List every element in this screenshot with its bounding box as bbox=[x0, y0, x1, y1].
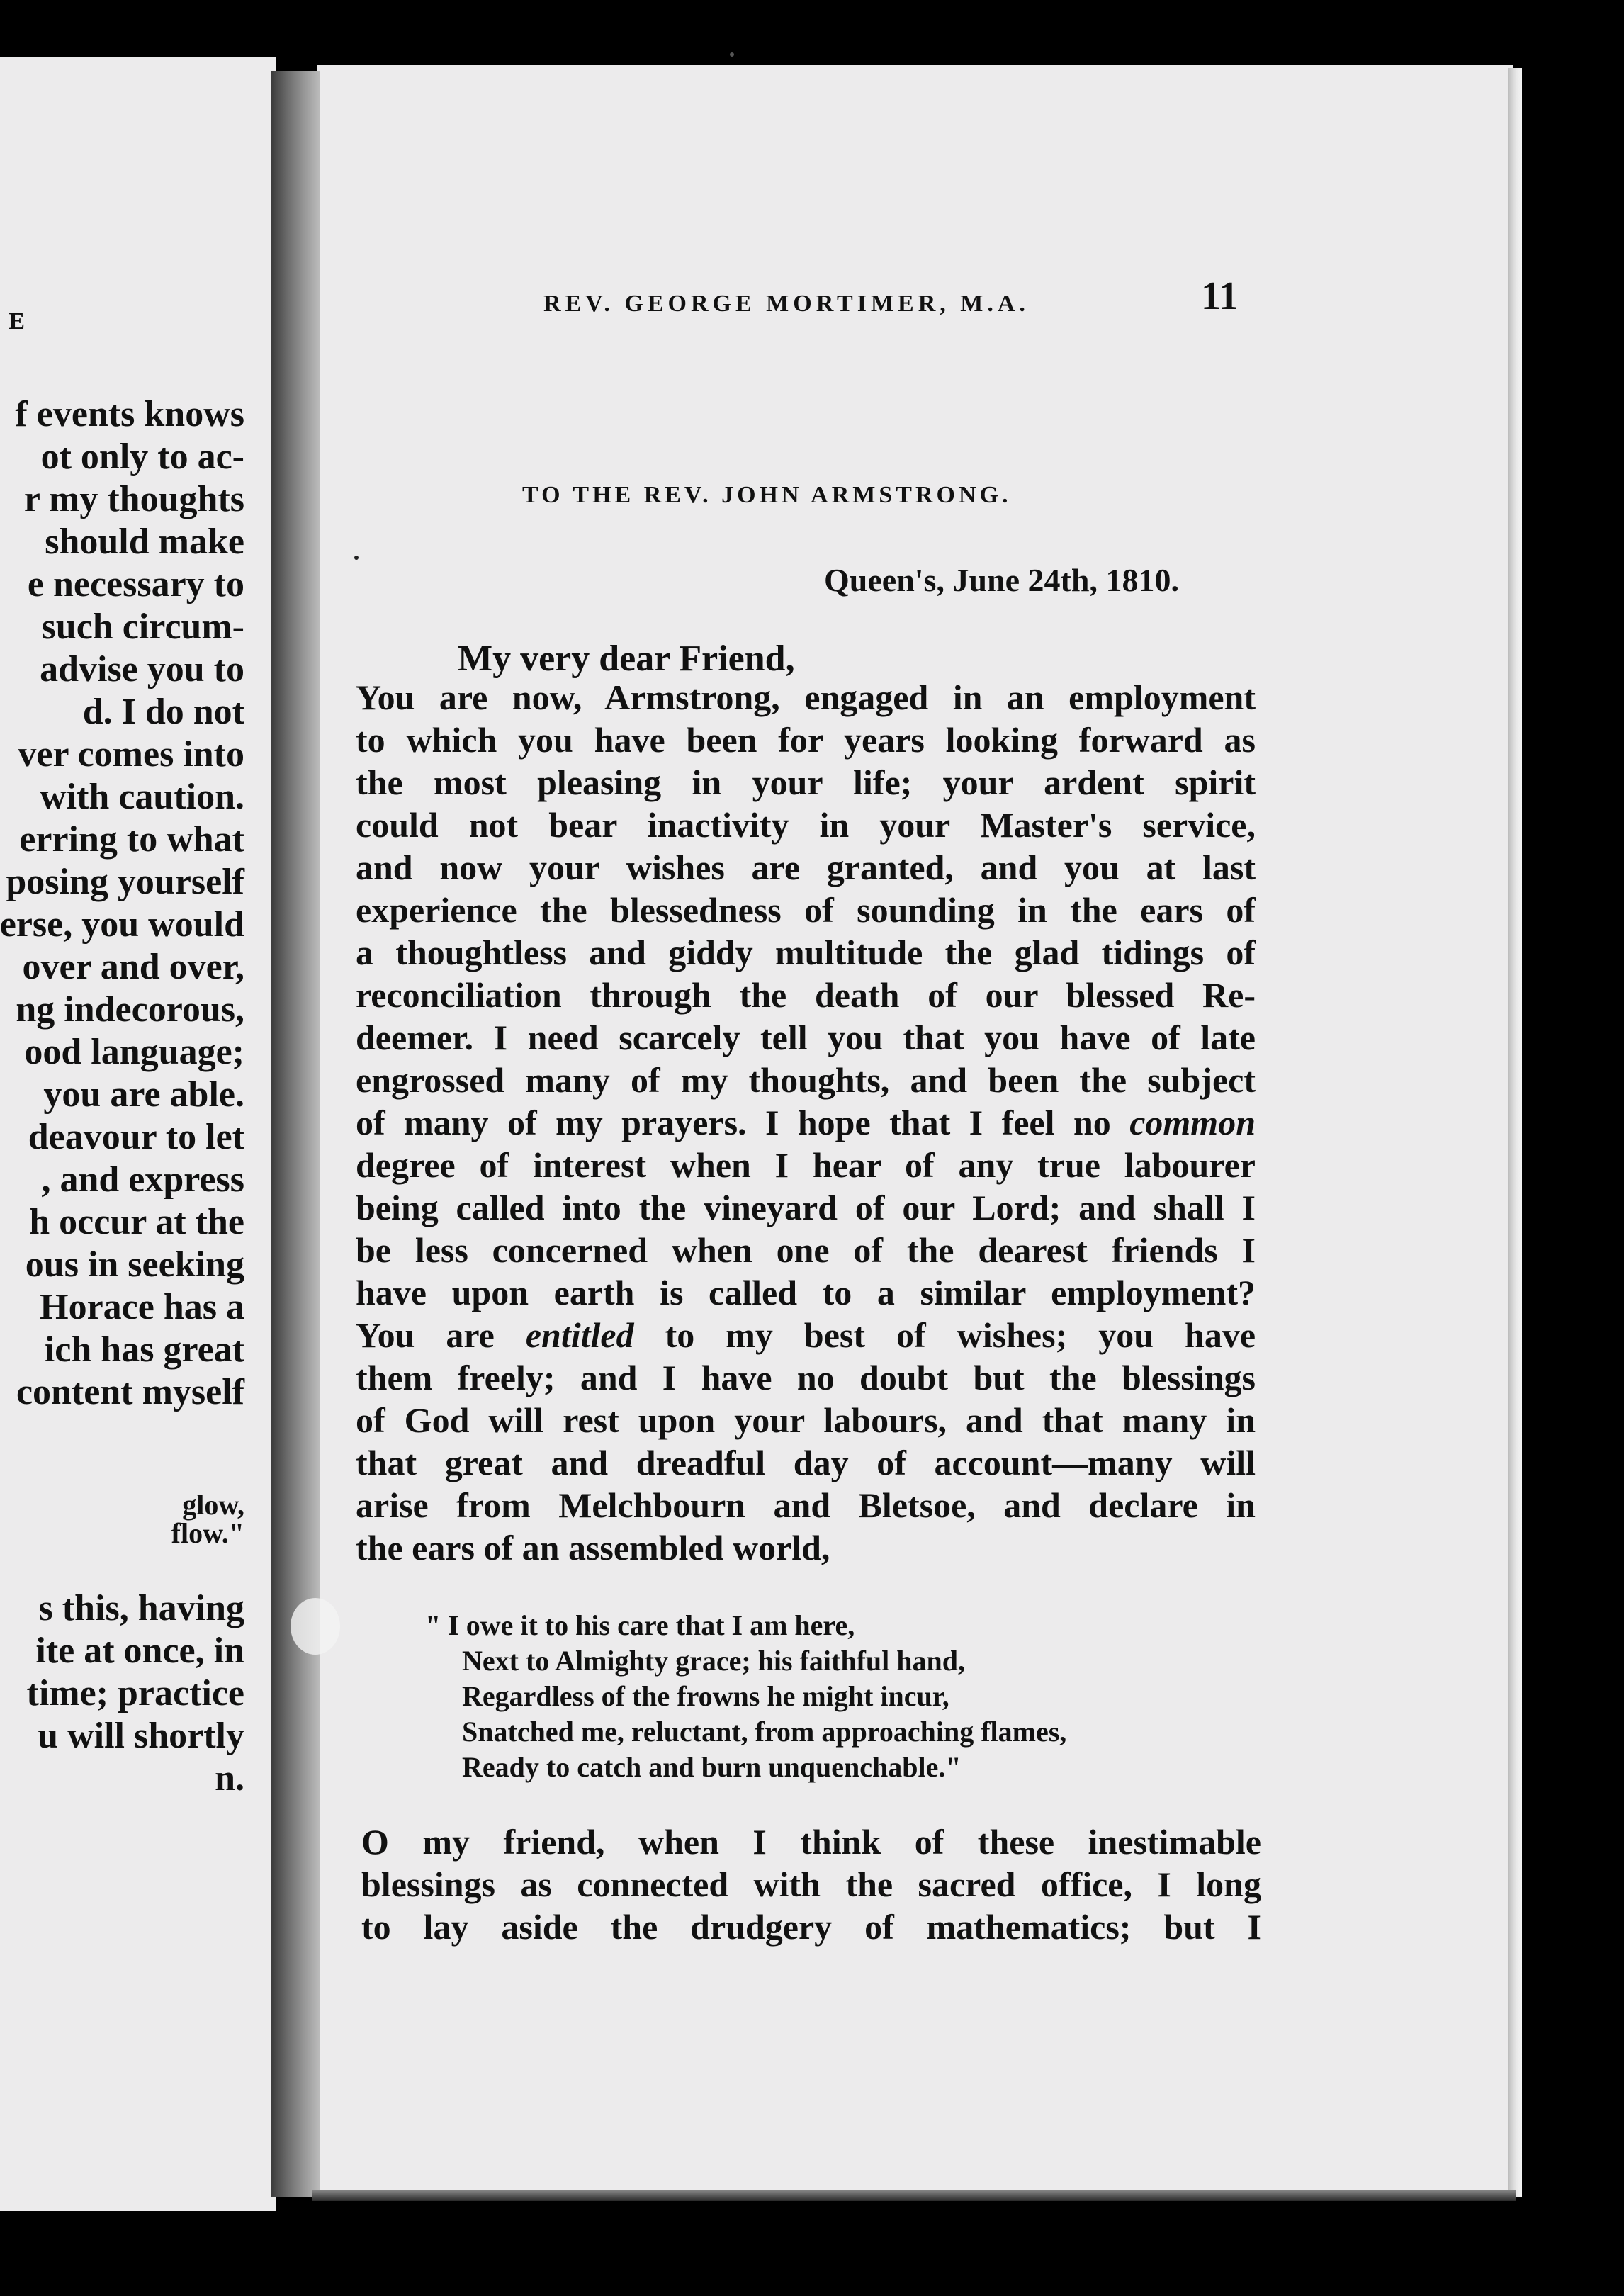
body-line: the ears of an assembled world, bbox=[356, 1528, 830, 1568]
body-line: O my friend, when I think of these inestimable bbox=[361, 1822, 1261, 1862]
body-line: and now your wishes are granted, and you at last bbox=[356, 848, 1256, 887]
left-page-line: ite at once, in bbox=[35, 1631, 244, 1671]
body-line: to which you have been for years looking forward as bbox=[356, 720, 1256, 760]
left-page-line: glow, bbox=[182, 1489, 244, 1521]
body-line: reconciliation through the death of our blessed Re- bbox=[356, 975, 1256, 1015]
body-line: of God will rest upon your labours, and that many in bbox=[356, 1400, 1256, 1440]
italic-word: entitled bbox=[525, 1315, 634, 1355]
body-line-text: to my best of wishes; you have bbox=[665, 1315, 1256, 1355]
left-page bbox=[0, 57, 276, 2211]
body-line: have upon earth is called to a similar employment? bbox=[356, 1273, 1256, 1312]
left-page-line: , and express bbox=[41, 1159, 244, 1200]
body-line: that great and dreadful day of account—many will bbox=[356, 1443, 1256, 1482]
body-line: a thoughtless and giddy multitude the glad tidings of bbox=[356, 933, 1256, 972]
quote-line: " I owe it to his care that I am here, bbox=[425, 1609, 855, 1641]
body-line: experience the blessedness of sounding in the ears of bbox=[356, 890, 1256, 930]
left-page-line: deavour to let bbox=[28, 1117, 244, 1157]
left-page-line: with caution. bbox=[40, 777, 244, 817]
left-page-line: n. bbox=[215, 1758, 244, 1799]
left-page-line: r my thoughts bbox=[23, 479, 244, 519]
left-page-line: ot only to ac- bbox=[40, 437, 244, 477]
body-line: be less concerned when one of the dearest friends I bbox=[356, 1230, 1256, 1270]
body-line: engrossed many of my thoughts, and been the subject bbox=[356, 1060, 1256, 1100]
running-head: REV. GEORGE MORTIMER, M.A. bbox=[543, 291, 1030, 317]
left-page-line: such circum- bbox=[41, 607, 244, 647]
left-page-line: Horace has a bbox=[40, 1287, 244, 1327]
left-page-line: ich has great bbox=[44, 1329, 244, 1370]
body-line: being called into the vineyard of our Lord; and shall I bbox=[356, 1188, 1256, 1227]
page-edge bbox=[1508, 68, 1522, 2197]
book-gutter bbox=[271, 71, 320, 2197]
left-page-line: over and over, bbox=[22, 947, 244, 987]
left-page-line: f events knows bbox=[15, 394, 244, 434]
body-line: You are now, Armstrong, engaged in an employment bbox=[356, 677, 1256, 717]
quote-line: Regardless of the frowns he might incur, bbox=[462, 1680, 949, 1712]
left-page-line: erring to what bbox=[19, 819, 244, 860]
left-page-line: posing yourself bbox=[6, 862, 244, 902]
body-line: blessings as connected with the sacred office, I long bbox=[361, 1864, 1261, 1904]
left-page-line: ous in seeking bbox=[25, 1244, 244, 1285]
left-page-line: e necessary to bbox=[27, 564, 244, 604]
left-page-text bbox=[0, 57, 244, 2211]
body-line bbox=[356, 1315, 1256, 1356]
quote-line: Snatched me, reluctant, from approaching flames, bbox=[462, 1716, 1067, 1748]
left-page-line: ver comes into bbox=[18, 734, 244, 775]
dateline: Queen's, June 24th, 1810. bbox=[824, 562, 1179, 598]
body-line: arise from Melchbourn and Bletsoe, and declare in bbox=[356, 1485, 1256, 1525]
page-bottom-shadow bbox=[312, 2190, 1516, 2201]
ink-speck bbox=[730, 52, 734, 57]
left-page-line: ood language; bbox=[24, 1032, 244, 1072]
body-line: could not bear inactivity in your Master's service, bbox=[356, 805, 1256, 845]
quote-line: Next to Almighty grace; his faithful hand, bbox=[462, 1645, 965, 1677]
left-page-line: ng indecorous, bbox=[16, 989, 244, 1030]
body-line: to lay aside the drudgery of mathematics; but I bbox=[361, 1907, 1261, 1947]
body-line: them freely; and I have no doubt but the blessings bbox=[356, 1358, 1256, 1397]
body-line: the most pleasing in your life; your ardent spirit bbox=[356, 762, 1256, 802]
quote-line: Ready to catch and burn unquenchable." bbox=[462, 1751, 962, 1783]
letter-heading: TO THE REV. JOHN ARMSTRONG. bbox=[522, 482, 1012, 508]
left-page-line: flow." bbox=[171, 1517, 244, 1549]
salutation: My very dear Friend, bbox=[458, 638, 795, 679]
left-page-line: E bbox=[9, 308, 25, 334]
left-page-line: h occur at the bbox=[29, 1202, 244, 1242]
left-page-line: advise you to bbox=[40, 649, 244, 690]
left-page-line: content myself bbox=[16, 1372, 244, 1412]
left-page-line: erse, you would bbox=[0, 904, 244, 945]
paper-smudge bbox=[291, 1598, 340, 1655]
left-page-line: d. I do not bbox=[82, 692, 244, 732]
ink-speck bbox=[354, 556, 359, 560]
left-page-line: time; practice bbox=[26, 1673, 244, 1713]
left-page-line: should make bbox=[45, 522, 244, 562]
left-page-line: u will shortly bbox=[38, 1716, 244, 1756]
page-number: 11 bbox=[1201, 274, 1239, 318]
italic-word: common bbox=[1129, 1103, 1256, 1142]
body-line-text: of many of my prayers. I hope that I feel no bbox=[356, 1103, 1111, 1142]
body-line: degree of interest when I hear of any true labourer bbox=[356, 1145, 1256, 1185]
left-page-line: you are able. bbox=[43, 1074, 244, 1115]
body-line: deemer. I need scarcely tell you that you have of late bbox=[356, 1018, 1256, 1057]
body-line-text: You are bbox=[356, 1315, 495, 1355]
left-page-line: s this, having bbox=[38, 1588, 244, 1628]
body-line bbox=[356, 1102, 1256, 1143]
